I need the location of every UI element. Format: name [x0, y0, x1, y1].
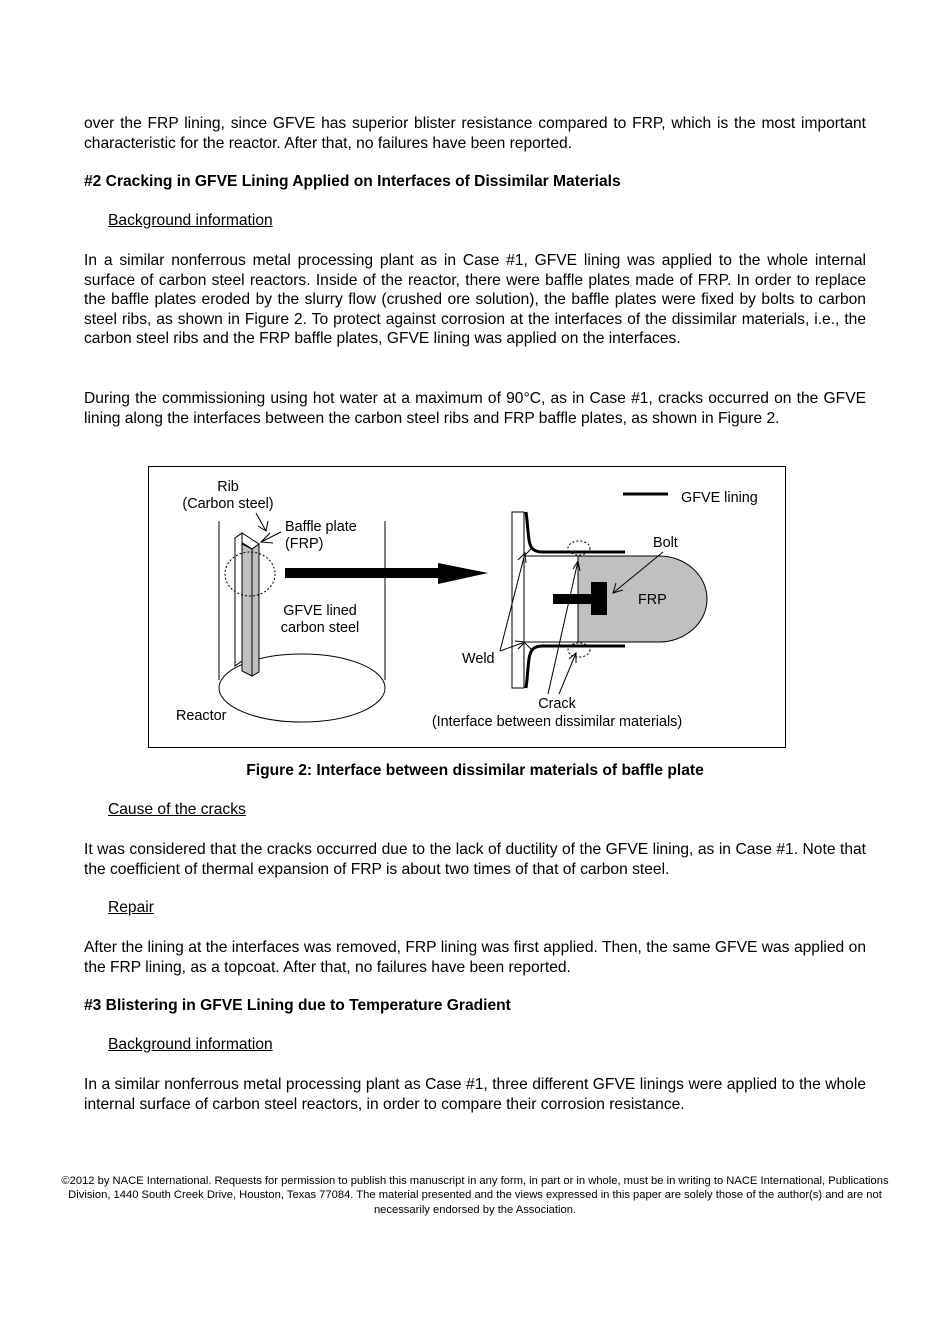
crack-leader-line-1	[548, 561, 578, 694]
section3-heading: #3 Blistering in GFVE Lining due to Temperature Gradient	[84, 997, 511, 1014]
section2-background-heading: Background information	[108, 212, 273, 229]
cause-heading: Cause of the cracks	[108, 801, 246, 818]
section3-background-paragraph: In a similar nonferrous metal processing plant as Case #1, three different GFVE linings were applied to the whole internal surface of carbon steel reactors, in order to compare their corrosion resistance.	[84, 1076, 866, 1113]
big-right-arrow-icon	[285, 563, 488, 584]
label-baffle-plate: Baffle plate	[285, 519, 357, 535]
section2-background-paragraph-1: In a similar nonferrous metal processing plant as in Case #1, GFVE lining was applied to the whole internal surface of carbon steel reactors. Inside of the reactor, there were baffle plates made of FRP. In order to replace the baffle plates eroded by the slurry flow (crushed ore solution), the baffle plates were fixed by bolts to carbon steel ribs, as shown in Figure 2. To protect against corrosion at the interfaces of the dissimilar materials, i.e., the carbon steel ribs and the FRP baffle plates, GFVE lining was applied on the interfaces.	[84, 252, 866, 348]
label-weld: Weld	[462, 651, 495, 667]
repair-paragraph: After the lining at the interfaces was removed, FRP lining was first applied. Then, the same GFVE was applied on the FRP lining, as a topcoat. After that, no failures have been reported.	[84, 939, 866, 976]
label-bolt: Bolt	[653, 535, 678, 551]
label-crack: Crack	[538, 696, 576, 712]
label-frp: FRP	[638, 592, 667, 608]
label-gfve-lined: GFVE lined	[283, 603, 357, 619]
label-reactor: Reactor	[176, 708, 227, 724]
bolt-shank	[553, 594, 591, 604]
legend-gfve-label: GFVE lining	[681, 490, 758, 506]
section2-background-paragraph-2: During the commissioning using hot water at a maximum of 90°C, as in Case #1, cracks occurred on the GFVE lining along the interfaces between the carbon steel ribs and FRP baffle plates, as shown in Figure 2.	[84, 390, 866, 427]
copyright-footer: ©2012 by NACE International. Requests for permission to publish this manuscript in any form, in part or in whole, must be in writing to NACE International, Publications Division, 1440 South Creek Drive, Houston, Texas 77084. The material presented and the views expressed in this paper are solely those of the author(s) and are not necessarily endorsed by the Association.	[61, 1175, 889, 1216]
label-baffle-frp: (FRP)	[285, 536, 324, 552]
bolt-head	[591, 582, 607, 615]
label-lined-carbon-steel: carbon steel	[280, 620, 360, 636]
baffle-leader-line	[261, 532, 281, 542]
label-crack-interface: (Interface between dissimilar materials)	[431, 714, 683, 730]
cause-paragraph: It was considered that the cracks occurred due to the lack of ductility of the GFVE lining, as in Case #1. Note that the coefficient of thermal expansion of FRP is about two times of that of carbon steel.	[84, 841, 866, 878]
repair-heading: Repair	[108, 899, 154, 916]
rib-baffle-plate	[235, 533, 259, 676]
label-carbon-steel: (Carbon steel)	[182, 496, 274, 512]
figure-2-diagram	[148, 466, 786, 748]
figure-2-caption: Figure 2: Interface between dissimilar materials of baffle plate	[246, 762, 704, 779]
section2-heading: #2 Cracking in GFVE Lining Applied on Interfaces of Dissimilar Materials	[84, 173, 621, 190]
section3-background-heading: Background information	[108, 1036, 273, 1053]
label-rib: Rib	[217, 479, 239, 495]
crack-leader-line-2	[559, 653, 576, 694]
intro-paragraph: over the FRP lining, since GFVE has superior blister resistance compared to FRP, which is the most important characteristic for the reactor. After that, no failures have been reported.	[84, 115, 866, 152]
